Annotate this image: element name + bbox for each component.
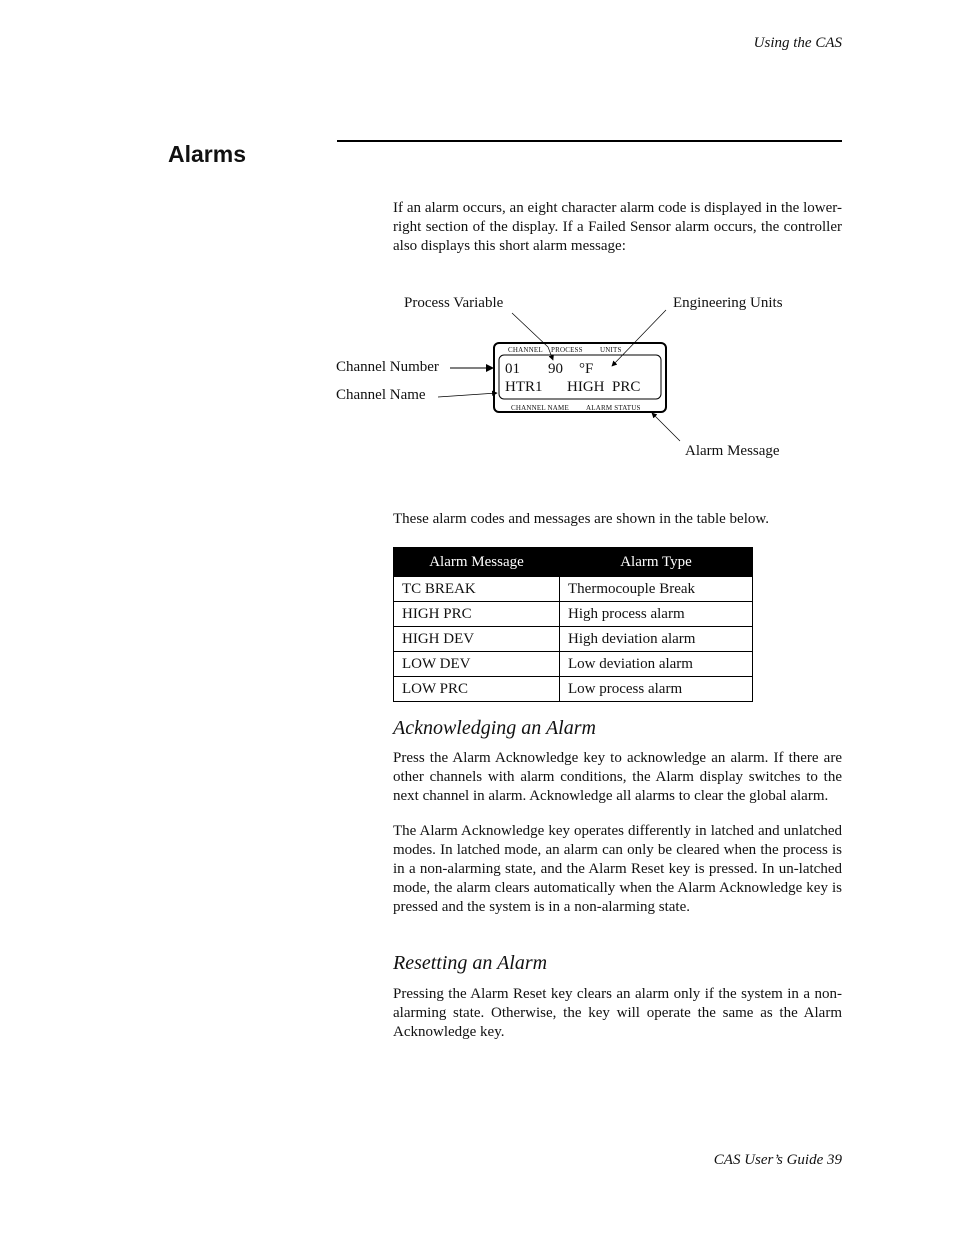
page-footer: CAS User’s Guide 39 bbox=[713, 1152, 842, 1168]
lcd-label-process: PROCESS bbox=[551, 346, 583, 354]
table-cell: HIGH DEV bbox=[394, 627, 560, 652]
alarm-table bbox=[393, 547, 753, 702]
callout-alarm-message: Alarm Message bbox=[685, 443, 780, 459]
lcd-label-units: UNITS bbox=[600, 346, 622, 354]
section-title: Alarms bbox=[168, 141, 246, 167]
table-cell: Low process alarm bbox=[560, 677, 753, 702]
resetting-heading: Resetting an Alarm bbox=[393, 952, 548, 974]
table-row bbox=[394, 602, 753, 627]
lcd-alarm-code: HIGH PRC bbox=[567, 379, 641, 395]
resetting-paragraph: Pressing the Alarm Reset key clears an alarm only if the system in a non-alarming state. Otherwise, the key will operate the same as the Alarm Acknowledge key. bbox=[393, 986, 842, 1040]
table-cell: LOW DEV bbox=[394, 652, 560, 677]
table-cell: Thermocouple Break bbox=[560, 577, 753, 602]
section-rule bbox=[337, 140, 842, 142]
table-cell: High process alarm bbox=[560, 602, 753, 627]
table-header-cell: Alarm Message bbox=[394, 548, 560, 577]
table-cell: HIGH PRC bbox=[394, 602, 560, 627]
callout-process-variable: Process Variable bbox=[404, 295, 504, 311]
table-cell: TC BREAK bbox=[394, 577, 560, 602]
acknowledging-paragraph-1: Press the Alarm Acknowledge key to acknowledge an alarm. If there are other channels with alarm conditions, the Alarm display switches to the next channel in alarm. Acknowledge all alarms to clear the global alarm. bbox=[393, 750, 842, 804]
table-header-row bbox=[394, 548, 753, 577]
table-header-cell: Alarm Type bbox=[560, 548, 753, 577]
lcd-channel-name: HTR1 bbox=[505, 379, 543, 395]
callout-channel-number: Channel Number bbox=[336, 359, 439, 375]
table-row bbox=[394, 652, 753, 677]
intro-paragraph: If an alarm occurs, an eight character alarm code is displayed in the lower-right section of the display. If a Failed Sensor alarm occurs, the controller also displays this short alarm message: bbox=[393, 200, 842, 254]
callout-channel-name: Channel Name bbox=[336, 387, 426, 403]
table-cell: High deviation alarm bbox=[560, 627, 753, 652]
running-header: Using the CAS bbox=[753, 35, 842, 51]
lcd-label-channel-name: CHANNEL NAME bbox=[511, 404, 569, 412]
table-cell: Low deviation alarm bbox=[560, 652, 753, 677]
callout-engineering-units: Engineering Units bbox=[673, 295, 783, 311]
lcd-process-value: 90 bbox=[548, 361, 563, 377]
lcd-label-channel: CHANNEL bbox=[508, 346, 543, 354]
acknowledging-paragraph-2: The Alarm Acknowledge key operates differently in latched and unlatched modes. In latched mode, an alarm can only be cleared when the process is in a non-alarming state, and the Alarm Reset key is pressed. In un-latched mode, the alarm clears automatically when the Alarm Acknowledge key is pressed and the system is in a non-alarming state. bbox=[393, 823, 842, 915]
lcd-channel-number: 01 bbox=[505, 361, 520, 377]
acknowledging-heading: Acknowledging an Alarm bbox=[393, 717, 596, 739]
table-row bbox=[394, 627, 753, 652]
table-cell: LOW PRC bbox=[394, 677, 560, 702]
lcd-units: °F bbox=[579, 361, 594, 377]
display-diagram bbox=[330, 290, 800, 470]
table-row bbox=[394, 677, 753, 702]
table-intro: These alarm codes and messages are shown in the table below. bbox=[393, 511, 769, 527]
table-row bbox=[394, 577, 753, 602]
lcd-label-alarm-status: ALARM STATUS bbox=[586, 404, 641, 412]
